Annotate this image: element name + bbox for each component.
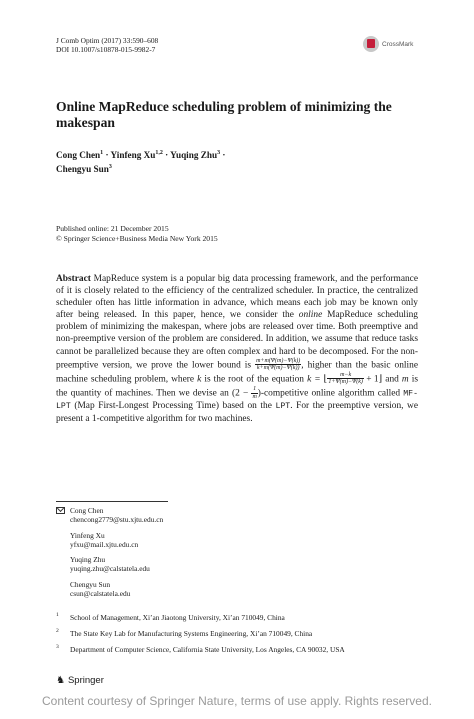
algorithm-name: LPT (275, 402, 291, 412)
affiliation (56, 645, 345, 654)
author-affil-sup: 3 (108, 164, 112, 171)
fraction-denominator: 1+Ψ(m)−Ψ(k) (328, 379, 363, 386)
contact-item (56, 531, 163, 550)
author-affil-sup: 1 (100, 150, 104, 156)
abstract-text: is the root of the equation (201, 374, 308, 385)
contact-list (56, 506, 163, 604)
author-name: Chengyu Sun (56, 164, 109, 175)
publication-info (56, 224, 218, 244)
author-name: Yinfeng Xu (110, 150, 156, 161)
author-name: Yuqing Zhu (170, 150, 218, 161)
equation-lhs: k = (307, 374, 324, 385)
affiliation (56, 613, 285, 622)
affiliation (56, 629, 312, 638)
affiliation-text: Department of Computer Science, California State University, Los Angeles, CA 90032, USA (70, 645, 345, 654)
abstract-text: )-competitive online algorithm called (257, 388, 404, 399)
affiliation-number: 1 (56, 612, 59, 618)
math-variable: m (401, 374, 409, 385)
abstract-text: MapReduce scheduling problem of minimizing the makespan, where jobs are released over time. Both preemptive and non-preemptive version of the problem are considered. In addition, we assume that reduce tasks cannot be parallelized because they are often complex and hard to be decomposed. For the non-preemptive version, we prove the lower bound is (56, 310, 418, 370)
paper-title: Online MapReduce scheduling problem of minimizing the makespan (56, 99, 392, 130)
author-affil-sup: 3 (217, 150, 221, 156)
fraction-numerator: m−k (327, 372, 364, 380)
author-separator: · (220, 150, 226, 161)
crossmark-label: CrossMark (382, 40, 414, 48)
floor-expression: ⌊ $\frac{m-k}{1+\Psi(m)-\Psi(k)}$ + 1⌋ (323, 371, 383, 386)
abstract-text: MapReduce system is a popular big data processing framework, and the performance of it is closely related to the efficiency of the centralized scheduler. In practice, the centralized scheduler often has little information in advance, which means each job may be known only after being released. In this paper, hence, we consider the (56, 274, 418, 321)
abstract-heading: Abstract (56, 274, 91, 284)
contact-name: Yinfeng Xu (70, 530, 105, 540)
journal-citation: J Comb Optim (2017) 33:590–608 (56, 36, 159, 45)
fraction-denominator: k+m(Ψ(m)−Ψ(k)) (256, 365, 300, 372)
contact-item (56, 580, 163, 599)
contact-item (56, 506, 163, 525)
contact-email[interactable]: csun@calstatela.edu (70, 588, 131, 598)
contact-name: Yuqing Zhu (70, 555, 106, 564)
abstract-emphasis: online (298, 310, 323, 321)
envelope-icon (56, 507, 65, 514)
abstract (56, 273, 418, 426)
doi[interactable]: DOI 10.1007/s10878-015-9982-7 (56, 45, 156, 54)
contact-name: Chengyu Sun (70, 579, 111, 589)
abstract-text: and (382, 374, 402, 385)
algorithm-name: MF-LPT (56, 389, 419, 412)
contact-email[interactable]: yfxu@mail.xjtu.edu.cn (70, 539, 139, 549)
courtesy-footer: Content courtesy of Springer Nature, terms of use apply. Rights reserved. (42, 694, 432, 708)
affiliation-number: 3 (56, 644, 59, 650)
contact-email[interactable]: yuqing.zhu@calstatela.edu (70, 564, 150, 574)
affiliation-number: 2 (56, 628, 59, 634)
copyright: © Springer Science+Business Media New York 2015 (56, 234, 218, 243)
lower-bound-fraction (255, 358, 301, 372)
author-separator: · (103, 150, 111, 161)
author-name: Cong Chen (56, 150, 101, 161)
abstract-text: (Map First-Longest Processing Time) based on the (70, 401, 276, 412)
equation-fraction (327, 372, 364, 386)
publisher-logo (56, 675, 104, 686)
footnote-divider (56, 501, 168, 502)
crossmark-icon (363, 36, 379, 52)
author-separator: · (162, 150, 171, 161)
fraction-denominator: m (252, 393, 257, 400)
affiliation-text: The State Key Lab for Manufacturing Systems Engineering, Xi’an 710049, China (70, 629, 313, 638)
contact-item (56, 555, 163, 574)
abstract-text: is the quantity of machines. Then we devise an (2 − (56, 374, 418, 399)
crossmark-badge[interactable] (363, 34, 433, 54)
contact-name: Cong Chen (70, 506, 104, 515)
equation-rhs: + 1 (363, 374, 379, 385)
springer-horse-icon: ♞ (56, 675, 65, 686)
abstract-text: . For the preemptive version, we present a 1-competitive algorithm for two machines. (56, 401, 418, 425)
author-list (56, 147, 356, 175)
fraction-numerator: m+m(Ψ(m)−Ψ(k)) (256, 357, 301, 364)
publisher-name: Springer (67, 675, 104, 686)
math-variable: k (197, 374, 202, 385)
affiliation-text: School of Management, Xi’an Jiaotong University, Xi’an 710049, China (70, 613, 285, 622)
contact-email[interactable]: chencong2779@stu.xjtu.edu.cn (70, 515, 164, 525)
fraction-numerator: 1 (253, 386, 257, 393)
abstract-text: , higher than the basic online machine scheduling problem, where (56, 359, 418, 385)
author-affil-sup: 1,2 (155, 150, 163, 156)
published-date: Published online: 21 December 2015 (56, 224, 169, 233)
